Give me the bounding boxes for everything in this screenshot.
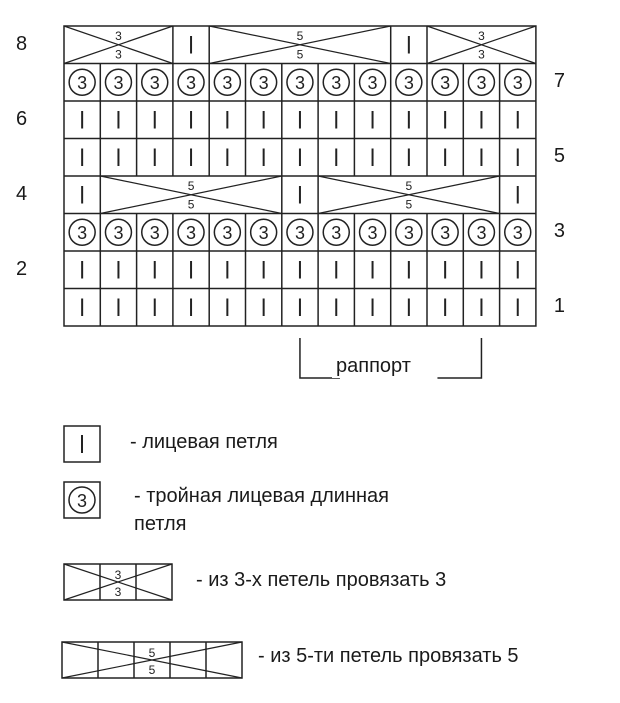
legend-triple-symbol <box>64 482 100 518</box>
legend-cross3-symbol <box>64 564 172 600</box>
triple-knit-digit: 3 <box>512 72 523 93</box>
legend-knit-symbol <box>64 426 100 462</box>
row-number-6: 6 <box>16 107 28 130</box>
row-number-8: 8 <box>16 32 28 55</box>
cross-stitch-bottom-number: 3 <box>478 47 485 62</box>
triple-knit-digit: 3 <box>186 222 197 243</box>
triple-knit-digit: 3 <box>77 222 88 243</box>
legend-cross3-top: 3 <box>114 568 122 582</box>
legend-triple-text-line2: петля <box>134 513 187 535</box>
triple-knit-digit: 3 <box>367 72 378 93</box>
triple-knit-digit: 3 <box>222 222 233 243</box>
row-number-4: 4 <box>16 182 28 205</box>
cross-stitch-bottom-number: 3 <box>115 47 122 62</box>
legend-cross3-bottom: 3 <box>114 585 122 599</box>
legend-cross5-bottom: 5 <box>148 663 156 677</box>
triple-knit-digit: 3 <box>149 222 160 243</box>
triple-knit-digit: 3 <box>258 72 269 93</box>
triple-knit-digit: 3 <box>294 222 305 243</box>
triple-knit-digit: 3 <box>476 222 487 243</box>
triple-knit-digit: 3 <box>331 72 342 93</box>
row-number-1: 1 <box>553 295 566 318</box>
cross-stitch-top-number: 3 <box>115 29 122 43</box>
legend-cross5-text: - из 5-ти петель провязать 5 <box>258 645 519 667</box>
legend-cross3-text: - из 3-х петель провязать 3 <box>196 569 447 591</box>
legend-cross5-symbol <box>62 642 242 678</box>
row-number-3: 3 <box>553 220 566 243</box>
cross-stitch-bottom-number: 5 <box>296 47 304 62</box>
triple-knit-digit: 3 <box>113 222 124 243</box>
triple-knit-digit: 3 <box>512 222 523 243</box>
rapport-label: раппорт <box>332 354 415 378</box>
legend-triple-text-line1: - тройная лицевая длинная <box>134 485 390 507</box>
legend-cross5-top: 5 <box>148 646 156 660</box>
triple-knit-digit: 3 <box>403 222 414 243</box>
triple-knit-digit: 3 <box>331 222 342 243</box>
row-number-7: 7 <box>553 70 566 93</box>
row-number-2: 2 <box>16 257 28 280</box>
cross-stitch-bottom-number: 5 <box>405 197 413 212</box>
legend-knit-text: - лицевая петля <box>130 431 278 453</box>
triple-knit-digit: 3 <box>403 72 414 93</box>
cross-stitch-top-number: 5 <box>405 179 413 193</box>
cross-stitch-bottom-number: 5 <box>187 197 195 212</box>
legend-triple-digit: 3 <box>76 491 88 511</box>
triple-knit-digit: 3 <box>440 72 451 93</box>
triple-knit-digit: 3 <box>222 72 233 93</box>
triple-knit-digit: 3 <box>149 72 160 93</box>
triple-knit-digit: 3 <box>113 72 124 93</box>
cross-stitch-top-number: 5 <box>187 179 195 193</box>
cross-stitch-top-number: 5 <box>296 29 304 43</box>
triple-knit-digit: 3 <box>367 222 378 243</box>
triple-knit-digit: 3 <box>77 72 88 93</box>
cross-stitch-top-number: 3 <box>478 29 485 43</box>
triple-knit-digit: 3 <box>258 222 269 243</box>
row-number-5: 5 <box>553 145 566 168</box>
triple-knit-digit: 3 <box>440 222 451 243</box>
triple-knit-digit: 3 <box>476 72 487 93</box>
triple-knit-digit: 3 <box>294 72 305 93</box>
triple-knit-digit: 3 <box>186 72 197 93</box>
